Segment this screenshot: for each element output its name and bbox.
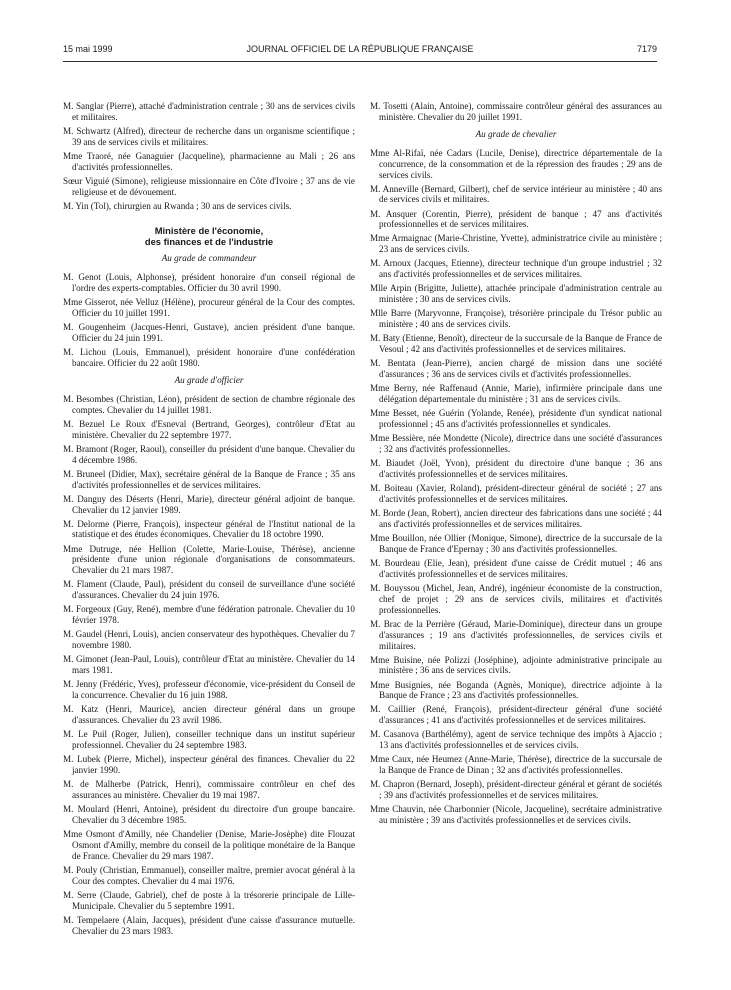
decoree-entry: M. Ansquer (Corentin, Pierre), président de banque ; 47 ans d'activités professionnelles et de services militaires. [370, 208, 662, 230]
decoree-entry: M. Besombes (Christian, Léon), président de section de chambre régionale des comptes. Chevalier du 14 juillet 1981. [63, 393, 355, 415]
decoree-entry: M. Forgeoux (Guy, René), membre d'une fédération patronale. Chevalier du 10 février 1978. [63, 604, 355, 626]
decoree-entry: M. Biaudet (Joël, Yvon), président du directoire d'une banque ; 36 ans d'activités professionnelles et de services militaires. [370, 458, 662, 479]
decoree-entry: M. Bouyssou (Michel, Jean, André), ingénieur économiste de la construction, chef de projet ; 29 ans de services civils, militaires et d'activités professionnelles. [370, 582, 662, 615]
decoree-entry: M. Danguy des Déserts (Henri, Marie), directeur général adjoint de banque. Chevalier du 12 janvier 1989. [63, 493, 355, 515]
decoree-entry: M. Anneville (Bernard, Gilbert), chef de service intérieur au ministère ; 40 ans de services civils et militaires. [370, 183, 662, 205]
decoree-entry: M. Delorme (Pierre, François), inspecteur général de l'Institut national de la statistique et des études économiques. Chevalier du 18 octobre 1990. [63, 518, 355, 540]
decoree-entry: M. Katz (Henri, Maurice), ancien directeur général dans un groupe d'assurances. Chevalier du 23 avril 1986. [63, 704, 355, 726]
decoree-entry: M. Schwartz (Alfred), directeur de recherche dans un organisme scientifique ; 39 ans de services civils et militaires. [63, 125, 355, 147]
decoree-entry: M. Bruneel (Didier, Max), secrétaire général de la Banque de France ; 35 ans d'activités professionnelles et de services militaires. [63, 468, 355, 490]
decoree-entry: Mme Bessière, née Mondette (Nicole), directrice dans une société d'assurances ; 32 ans d'activités professionnelles. [370, 433, 662, 455]
decoree-entry: M. Gougenheim (Jacques-Henri, Gustave), ancien président d'une banque. Officier du 24 juin 1991. [63, 322, 355, 344]
decoree-entry: M. Bezuel Le Roux d'Esneval (Bertrand, Georges), contrôleur d'Etat au ministère. Chevalier du 22 septembre 1977. [63, 418, 355, 440]
decoree-entry: M. Jenny (Frédéric, Yves), professeur d'économie, vice-président du Conseil de la concurrence. Chevalier du 16 juin 1988. [63, 679, 355, 701]
decoree-entry: Mme Caux, née Heumez (Anne-Marie, Thérèse), directrice de la succursale de la Banque de France de Dinan ; 32 ans d'activités professionnelles. [370, 754, 662, 776]
decoree-entry: M. Flament (Claude, Paul), président du conseil de surveillance d'une société d'assurances. Chevalier du 24 juin 1976. [63, 579, 355, 601]
decoree-entry: M. Brac de la Perrière (Géraud, Marie-Dominique), directeur dans un groupe d'assurances ; 19 ans d'activités professionnelles, de services civils et militaires. [370, 618, 662, 651]
decoree-entry: M. Serre (Claude, Gabriel), chef de poste à la trésorerie principale de Lille-Municipale. Chevalier du 5 septembre 1991. [63, 889, 355, 911]
decoree-entry: Mme Traoré, née Ganaguier (Jacqueline), pharmacienne au Mali ; 26 ans d'activités professionnelles. [63, 150, 355, 172]
decoree-entry: Mme Chauvin, née Charbonnier (Nicole, Jacqueline), secrétaire administrative au ministère ; 39 ans d'activités professionnelles et de services civils. [370, 804, 662, 826]
decoree-entry: M. de Malherbe (Patrick, Henri), commissaire contrôleur en chef des assurances au ministère. Chevalier du 19 mai 1987. [63, 779, 355, 800]
decoree-entry: M. Yin (Tol), chirurgien au Rwanda ; 30 ans de services civils. [63, 200, 292, 211]
decoree-entry: M. Gimonet (Jean-Paul, Louis), contrôleur d'Etat au ministère. Chevalier du 14 mars 1981. [63, 654, 355, 676]
decoree-entry: M. Baty (Etienne, Benoît), directeur de la succursale de la Banque de France de Vesoul ; 42 ans d'activités professionnelles et de services militaires. [370, 333, 662, 355]
decoree-entry: M. Lichou (Louis, Emmanuel), président honoraire d'une confédération bancaire. Officier du 22 août 1980. [63, 347, 355, 368]
decoree-entry: M. Gaudel (Henri, Louis), ancien conservateur des hypothèques. Chevalier du 7 novembre 1980. [63, 629, 355, 651]
page-number: 7179 [636, 44, 657, 54]
decoree-entry: M. Bramont (Roger, Raoul), conseiller du président d'une banque. Chevalier du 4 décembre 1986. [63, 443, 355, 465]
decoree-entry: Mme Al-Rifaï, née Cadars (Lucile, Denise), directrice départementale de la concurrence, de la consommation et de la répression des fraudes ; 29 ans de services civils. [370, 147, 662, 180]
decoree-entry: M. Borde (Jean, Robert), ancien directeur des fabrications dans une société ; 44 ans d'activités professionnelles et de services militaires. [370, 507, 662, 529]
ministry-heading [63, 225, 355, 248]
grade-heading-commandeur: Au grade de commandeur [161, 253, 257, 264]
decoree-entry: M. Caillier (René, François), président-directeur général d'une société d'assurances ; 41 ans d'activités professionnelles et de services militaires. [370, 704, 662, 726]
decoree-entry: M. Moulard (Henri, Antoine), président du directoire d'un groupe bancaire. Chevalier du 3 décembre 1985. [63, 803, 355, 825]
decoree-entry: M. Pouly (Christian, Emmanuel), conseiller maître, premier avocat général à la Cour des comptes. Chevalier du 4 mai 1976. [63, 864, 355, 886]
decoree-entry: Mme Buisine, née Polizzi (Joséphine), adjointe administrative principale au ministère ; 36 ans de services civils. [370, 654, 662, 676]
decoree-entry: M. Casanova (Barthélémy), agent de service technique des impôts à Ajaccio ; 13 ans d'activités professionnelles et de services civils. [370, 729, 662, 751]
commandeur-list [63, 272, 355, 369]
grade-heading-chevalier: Au grade de chevalier [475, 128, 557, 139]
page-header [63, 44, 657, 60]
right-column [370, 101, 662, 829]
header-date: 15 mai 1999 [63, 44, 113, 54]
decoree-entry: Mme Gisserot, née Velluz (Hélène), procureur général de la Cour des comptes. Officier du 10 juillet 1991. [63, 297, 355, 319]
decoree-entry: M. Arnoux (Jacques, Etienne), directeur technique d'un groupe industriel ; 32 ans d'activités professionnelles et de services militaires. [370, 258, 662, 280]
ministry-heading-line2: des finances et de l'industrie [144, 236, 274, 248]
decoree-entry: Mlle Barre (Maryvonne, Françoise), trésorière principale du Trésor public au ministère ; 40 ans de services civils. [370, 308, 662, 330]
chevalier-list [370, 148, 662, 826]
decoree-entry: M. Tempelaere (Alain, Jacques), président d'une caisse d'assurance mutuelle. Chevalier du 23 mars 1983. [63, 914, 355, 936]
decoree-entry: M. Le Puil (Roger, Julien), conseiller technique dans un institut supérieur professionnel. Chevalier du 24 septembre 1983. [63, 729, 355, 750]
header-rule [63, 61, 657, 62]
decoree-entry: M. Bourdeau (Elie, Jean), président d'une caisse de Crédit mutuel ; 46 ans d'activités professionnelles et de services militaires. [370, 557, 662, 579]
officier-list [63, 394, 355, 937]
decoree-entry: Mme Berny, née Raffenaud (Annie, Marie), infirmière principale dans une délégation départementale du ministère ; 31 ans de services civils. [370, 383, 662, 405]
decoree-entry: M. Bentata (Jean-Pierre), ancien chargé de mission dans une société d'assurances ; 36 ans de services civils et d'activités professionnelles. [370, 358, 662, 380]
officier-list-continued [370, 101, 662, 123]
ministry-heading-line1: Ministère de l'économie, [154, 224, 264, 236]
decoree-entry: Mme Osmont d'Amilly, née Chandelier (Denise, Marie-Josèphe) dite Flouzat Osmont d'Amilly, membre du conseil de la politique monétaire de la Banque de France. Chevalier du 29 mars 1987. [63, 828, 355, 861]
decoree-entry: Mme Besset, née Guérin (Yolande, Renée), présidente d'un syndicat national professionnel ; 45 ans d'activités professionnelles et syndicales. [370, 408, 662, 430]
decoree-entry: M. Sanglar (Pierre), attaché d'administration centrale ; 30 ans de services civils et militaires. [63, 101, 355, 122]
decoree-entry: Mme Dutruge, née Hellion (Colette, Marie-Louise, Thérèse), ancienne présidente d'une union régionale d'organisations de consommateurs. Chevalier du 21 mars 1987. [63, 543, 355, 576]
left-column [63, 101, 355, 940]
decoree-entry: Mme Busignies, née Boganda (Agnès, Monique), directrice adjointe à la Banque de France ; 23 ans d'activités professionnelles. [370, 679, 662, 701]
decoree-entry: M. Tosetti (Alain, Antoine), commissaire contrôleur général des assurances au ministère. Chevalier du 20 juillet 1991. [370, 101, 662, 122]
intro-list [63, 101, 355, 212]
decoree-entry: Mme Bouillon, née Ollier (Monique, Simone), directrice de la succursale de la Banque de France d'Epernay ; 30 ans d'activités professionnelles. [370, 532, 662, 554]
grade-heading-officier: Au grade d'officier [174, 374, 244, 385]
decoree-entry: M. Lubek (Pierre, Michel), inspecteur général des finances. Chevalier du 22 janvier 1990. [63, 754, 355, 775]
journal-title: JOURNAL OFFICIEL DE LA RÉPUBLIQUE FRANÇAISE [246, 44, 474, 54]
decoree-entry: Sœur Viguié (Simone), religieuse missionnaire en Côte d'Ivoire ; 37 ans de vie religieuse et de dévouement. [63, 175, 355, 197]
decoree-entry: Mlle Arpin (Brigitte, Juliette), attachée principale d'administration centrale au ministère ; 30 ans de services civils. [370, 283, 662, 305]
decoree-entry: M. Chapron (Bernard, Joseph), président-directeur général et gérant de sociétés ; 39 ans d'activités professionnelles et de services militaires. [370, 779, 662, 801]
decoree-entry: M. Boiteau (Xavier, Roland), président-directeur général de société ; 27 ans d'activités professionnelles et de services militaires. [370, 483, 662, 504]
decoree-entry: Mme Armaignac (Marie-Christine, Yvette), administratrice civile au ministère ; 23 ans de services civils. [370, 233, 662, 255]
decoree-entry: M. Genot (Louis, Alphonse), président honoraire d'un conseil régional de l'ordre des experts-comptables. Officier du 30 avril 1990. [63, 272, 355, 294]
